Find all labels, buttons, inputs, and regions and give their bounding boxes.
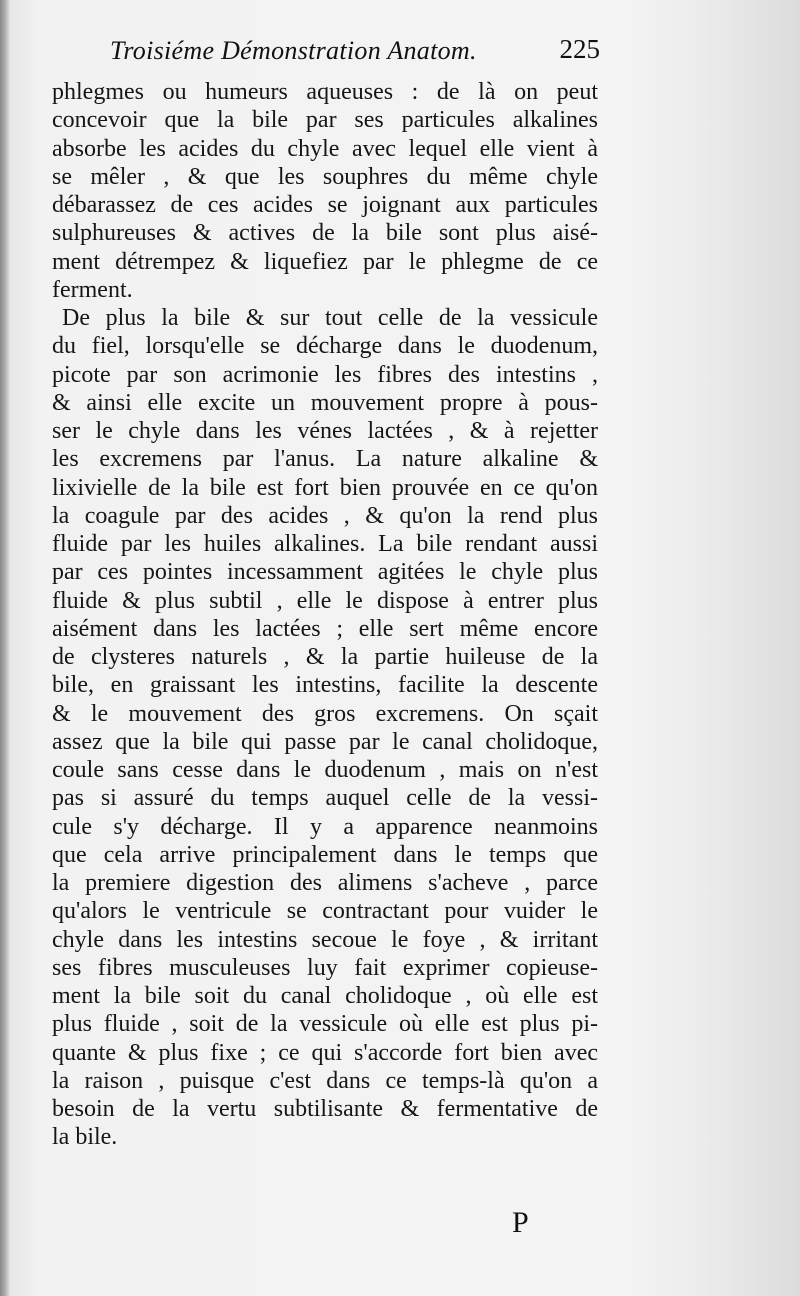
text-line: que cela arrive principalement dans le temps que	[52, 841, 598, 868]
body-text	[52, 78, 598, 1152]
text-line: débarassez de ces acides se joignant aux particules	[52, 192, 598, 218]
text-line: assez que la bile qui passe par le canal cholidoque,	[52, 728, 598, 755]
page-header	[110, 30, 600, 74]
text-line: bile, en graissant les intestins, facilite la descente	[52, 672, 598, 699]
text-line: De plus la bile & sur tout celle de la vessicule	[62, 305, 598, 331]
text-line: & le mouvement des gros excremens. On sçait	[52, 700, 598, 727]
text-line: fluide & plus subtil , elle le dispose à entrer plus	[52, 587, 598, 614]
text-line: la coagule par des acides , & qu'on la rend plus	[52, 502, 598, 529]
text-line: la premiere digestion des alimens s'acheve , parce	[52, 870, 598, 896]
text-line: ferment.	[52, 276, 133, 303]
running-title: Troisiéme Démonstration Anatom.	[110, 36, 477, 65]
text-line: picote par son acrimonie les fibres des intestins ,	[52, 361, 598, 388]
text-line: plus fluide , soit de la vessicule où elle est plus pi-	[52, 1011, 598, 1038]
text-line: de clysteres naturels , & la partie huileuse de la	[52, 644, 598, 670]
text-line: qu'alors le ventricule se contractant pour vuider le	[52, 898, 598, 925]
text-line: pas si assuré du temps auquel celle de la vessi-	[52, 785, 598, 812]
text-line: sulphureuses & actives de la bile sont plus aisé-	[52, 220, 598, 247]
text-line: ses fibres musculeuses luy fait exprimer copieuse-	[52, 954, 598, 981]
text-line: les excremens par l'anus. La nature alkaline &	[52, 446, 598, 473]
text-line: par ces pointes incessamment agitées le chyle plus	[52, 559, 598, 586]
text-line: coule sans cesse dans le duodenum , mais on n'est	[52, 757, 598, 783]
page-number: 225	[559, 34, 600, 64]
text-line: quante & plus fixe ; ce qui s'accorde fort bien avec	[52, 1039, 598, 1066]
text-line: ment détrempez & liquefiez par le phlegme de ce	[52, 248, 598, 275]
text-line: lixivielle de la bile est fort bien prouvée en ce qu'on	[52, 474, 598, 501]
text-line: la bile.	[52, 1124, 118, 1151]
text-line: ser le chyle dans les vénes lactées , & à rejetter	[52, 418, 598, 444]
text-line: chyle dans les intestins secoue le foye , & irritant	[52, 926, 598, 953]
text-line: fluide par les huiles alkalines. La bile rendant aussi	[52, 531, 598, 557]
page-fold-shadow	[0, 0, 10, 1296]
text-line: & ainsi elle excite un mouvement propre à pous-	[52, 389, 598, 416]
text-line: phlegmes ou humeurs aqueuses : de là on peut	[52, 79, 598, 105]
text-line: aisément dans les lactées ; elle sert même encore	[52, 615, 598, 642]
text-line: du fiel, lorsqu'elle se décharge dans le duodenum,	[52, 333, 598, 360]
text-line: se mêler , & que les souphres du même chyle	[52, 163, 598, 190]
text-line: absorbe les acides du chyle avec lequel elle vient à	[52, 135, 598, 162]
signature-mark: P	[512, 1206, 529, 1239]
text-line: ment la bile soit du canal cholidoque , où elle est	[52, 983, 598, 1009]
text-line: besoin de la vertu subtilisante & fermentative de	[52, 1096, 598, 1122]
text-line: la raison , puisque c'est dans ce temps-là qu'on a	[52, 1067, 598, 1094]
text-line: concevoir que la bile par ses particules alkalines	[52, 107, 598, 134]
text-line: cule s'y décharge. Il y a apparence neanmoins	[52, 813, 598, 840]
